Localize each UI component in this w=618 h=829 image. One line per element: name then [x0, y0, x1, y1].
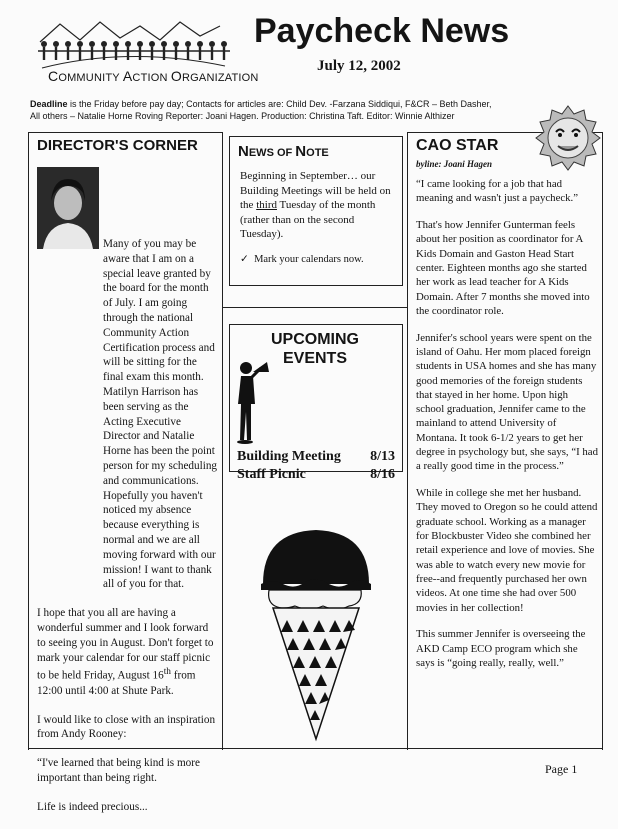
ice-cream-cone-icon — [253, 524, 379, 744]
directors-paragraph-3: I would like to close with an inspiration from Andy Rooney: — [37, 713, 216, 741]
page-number: Page 1 — [545, 762, 578, 776]
divider — [223, 307, 407, 308]
news-of-note-heading: NEWS OF NOTE — [238, 143, 329, 160]
org-logo — [20, 16, 259, 84]
upcoming-events-heading: UPCOMING EVENTS — [271, 331, 359, 367]
news-of-note-text: Beginning in September… our Building Meetings will be held on the third Tuesday of the month (rather than on the second Tuesday). — [240, 170, 391, 240]
events-list — [237, 448, 395, 484]
news-of-note-box — [229, 136, 403, 286]
directors-paragraph-2: I hope that you all are having a wonderful summer and I look forward to seeing you in August. Don't forget to mark your calendar for our staff picnic to be held Friday, August 16th from 12:00 until 4:00 at Shute Park. — [37, 607, 214, 697]
event-item: Building Meeting 8/13 — [237, 449, 395, 464]
cao-star-text: “I came looking for a job that had meaning and wasn't just a paycheck.” That's how Jennifer Gunterman feels about her position as coordinator for A Kids Domain and Gaston Head Start center. Eighteen months ago she started her work as lead teacher for A Kids Domain. After 7 months she moved into the coordinator role. Jennifer's school years were spent on the island of Oahu. Her mom placed foreign students in USA homes and she has many good memories of the foreign students that stayed in her home. Upon high school graduation, Jennifer came to the mainland to attend University of Montana. It took 6-1/2 years to get her degree in psychology but, she says, “I had a really good time in the process.” While in college she met her husband. They moved to Oregon so he could attend graduate school. Working as a manager for Blockbuster Video she combined her retail experience and love of movies. She was able to watch every new movie for free--and frequently purchased her own videos. At one time she had over 500 movies in her collection! This summer Jennifer is overseeing the AKD Camp ECO program which she says is “going really, really, well.” — [416, 178, 599, 669]
cao-star-heading: CAO STAR — [416, 137, 499, 154]
calendar-reminder: ✓ Mark your calendars now. — [240, 254, 364, 265]
event-item: Staff Picnic 8/16 — [237, 467, 395, 482]
issue-date: July 12, 2002 — [317, 58, 401, 74]
directors-corner-column — [28, 132, 223, 813]
people-chain-logo-icon — [20, 16, 240, 72]
directors-corner-heading: DIRECTOR'S CORNER — [37, 137, 198, 154]
cao-star-column — [408, 132, 603, 750]
middle-column — [222, 132, 408, 750]
check-icon: ✓ — [240, 254, 249, 265]
newsletter-title: Paycheck News — [254, 12, 510, 50]
star-face-icon — [534, 104, 602, 172]
deadline-contacts: Deadline is the Friday before pay day; Contacts for articles are: Child Dev. -Farzana Siddiqui, F&CR – Beth Dasher, All others – Natalie Horne Roving Reporter: Joani Hagen. Production: Christina Taft. Editor: Winnie Althizer — [30, 99, 492, 121]
megaphone-person-icon — [233, 360, 271, 446]
footer-rule — [28, 748, 603, 749]
cao-star-byline: byline: Joani Hagen — [416, 159, 492, 169]
directors-paragraph-4: “I've learned that being kind is more important than being right. — [37, 757, 200, 785]
directors-paragraph-5: Life is indeed precious... — [37, 800, 148, 813]
org-name: COMMUNITY ACTION ORGANIZATION — [48, 68, 259, 84]
directors-corner-text: Many of you may be aware that I am on a special leave granted by the board for the month of July. I am going through the national Community Action Certification process and will be sitting for the final exam this month. Matilyn Harrison has been serving as the Acting Executive Director and Natalie Horne has been the point person for my scheduling and communications. Hopefully you haven't noticed my absence because everything is normal and we are all moving forward with our mission! I want to thank all of you for that. I hope that you all are having a wonderful summer and I look forward to seeing you in August. Don't forget to mark your calendar for our staff picnic to be held Friday, August 16th from 12:00 until 4:00 at Shute Park. I would like to close with an inspiration from Andy Rooney: “I've learned that being kind is more important than being right. Life is indeed precious... — [37, 238, 218, 813]
